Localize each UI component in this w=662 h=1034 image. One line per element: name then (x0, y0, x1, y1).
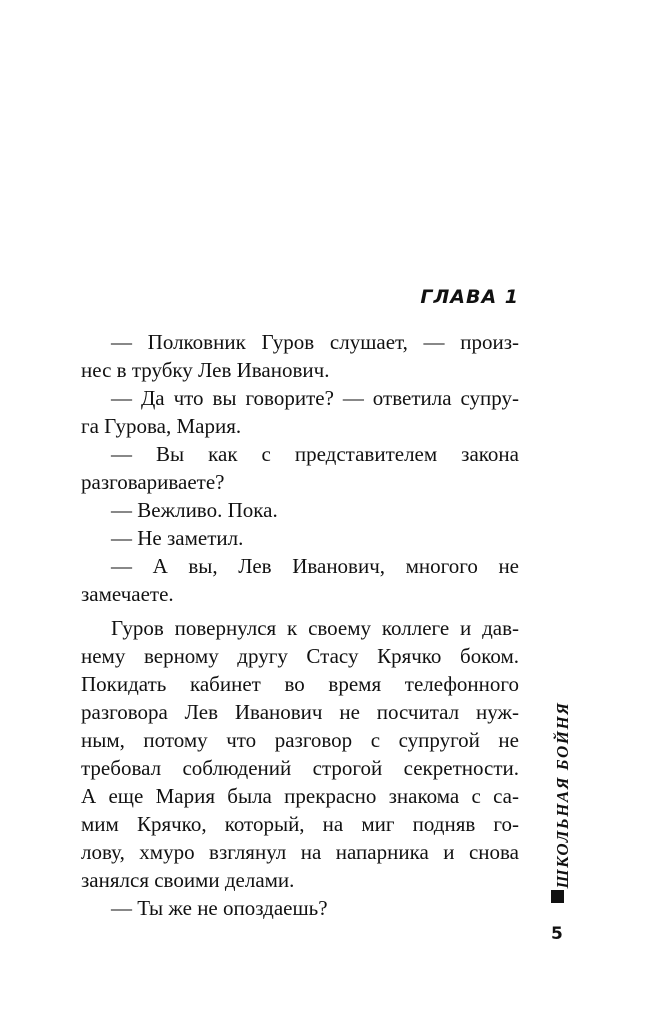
chapter-title: ГЛАВА 1 (420, 286, 519, 308)
text-line: — Вы как с представителем закона (111, 442, 519, 466)
text-line: нему верному другу Стасу Крячко боком. (81, 644, 519, 668)
text-line: — Не заметил. (111, 526, 244, 550)
text-line: мим Крячко, который, на миг подняв го- (81, 812, 519, 836)
text-line: — Вежливо. Пока. (111, 498, 278, 522)
text-line: А еще Мария была прекрасно знакома с са- (81, 784, 519, 808)
body-text (81, 328, 519, 922)
text-line: разговариваете? (81, 470, 225, 494)
text-line: лову, хмуро взглянул на напарника и снова (81, 840, 519, 864)
text-line: — Ты же не опоздаешь? (111, 896, 328, 920)
text-line: Гуров повернулся к своему коллеге и дав- (111, 616, 519, 640)
text-line: занялся своими делами. (81, 868, 295, 892)
square-marker-icon (551, 890, 564, 903)
text-line: — Да что вы говорите? — ответила супру- (111, 386, 519, 410)
text-line: га Гурова, Мария. (81, 414, 242, 438)
text-line: ным, потому что разговор с супругой не (81, 728, 519, 752)
text-line: разговора Лев Иванович не посчитал нуж- (81, 700, 519, 724)
text-line: Покидать кабинет во время телефонного (81, 672, 519, 696)
text-line: — А вы, Лев Иванович, многого не (111, 554, 519, 578)
text-line: замечаете. (81, 582, 174, 606)
book-title-vertical: ШКОЛЬНАЯ БОЙНЯ (553, 701, 572, 889)
text-line: — Полковник Гуров слушает, — произ- (111, 330, 519, 354)
page-number: 5 (551, 924, 563, 944)
text-line: нес в трубку Лев Иванович. (81, 358, 330, 382)
text-line: требовал соблюдений строгой секретности. (81, 756, 519, 780)
